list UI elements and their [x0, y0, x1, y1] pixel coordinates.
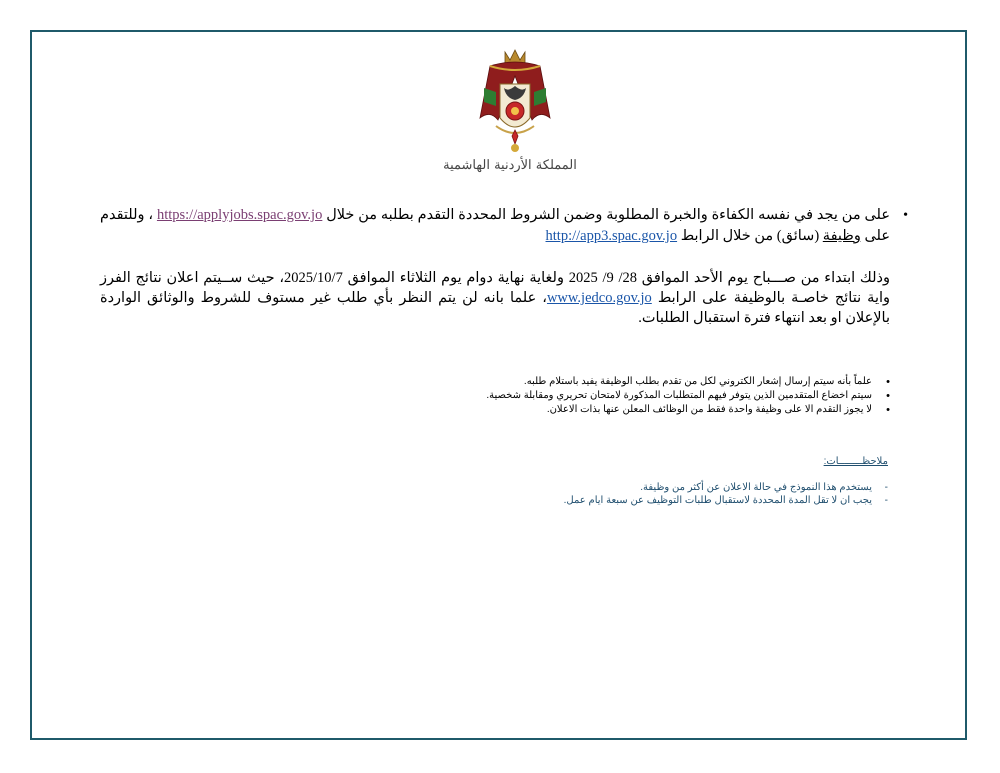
announcement-text-c: وظيفة: [822, 228, 861, 244]
announcement-text-a: على من يجد في نفسه الكفاءة والخبرة المطلوبة وضمن الشروط المحددة التقدم بطلبه من خلال: [322, 207, 890, 223]
bullet-dot: •: [903, 208, 908, 223]
kingdom-name: المملكة الأردنية الهاشمية: [443, 158, 577, 173]
dates-text-a: وذلك ابتداء من صـــباح يوم الأحد الموافق 28/ 9/ 2025 ولغاية نهاية دوام يوم الثلاثاء الموافق 2025/10/7، حيث ســيتم اعلان نتائج الفرز واية نتائج خاصـة بالوظيفة على الرابط: [100, 270, 891, 306]
dates-paragraph: [100, 268, 890, 328]
dates-text-b: ، علما بانه لن يتم النظر بأي طلب غير مستوف للشروط والوثائق الواردة بالإعلان او بعد انتهاء فترة استقبال الطلبات.: [100, 290, 890, 326]
remark-item: - يجب ان لا تقل المدة المحددة لاستقبال طلبات التوظيف عن سبعة ايام عمل.: [540, 494, 890, 507]
main-announcement-bullet: [100, 205, 908, 247]
note-item: • علماً بأنه سيتم إرسال إشعار الكتروني لكل من تقدم بطلب الوظيفة يفيد باستلام طلبه.: [480, 375, 890, 389]
remarks-title: ملاحظــــــــات:: [823, 456, 888, 467]
remark-item: - يستخدم هذا النموذج في حالة الاعلان عن أكثر من وظيفة.: [540, 481, 890, 494]
applyjobs-link[interactable]: https://applyjobs.spac.gov.jo: [156, 207, 323, 223]
app3-link[interactable]: http://app3.spac.gov.jo: [545, 228, 678, 244]
notes-list: [480, 375, 890, 417]
announcement-text-d: (سائق) من خلال الرابط: [677, 228, 823, 244]
remarks-list: [540, 481, 890, 507]
jedco-link[interactable]: www.jedco.gov.jo: [546, 290, 652, 306]
announcement-text-b: ، وللتقدم على: [100, 207, 890, 244]
coat-of-arms-icon: [470, 48, 560, 158]
note-item: • سيتم اخضاع المتقدمين الذين يتوفر فيهم المتطلبات المذكورة لامتحان تحريري ومقابلة شخصية.: [480, 389, 890, 403]
note-item: • لا يجوز التقدم الا على وظيفة واحدة فقط من الوظائف المعلن عنها بذات الاعلان.: [480, 403, 890, 417]
